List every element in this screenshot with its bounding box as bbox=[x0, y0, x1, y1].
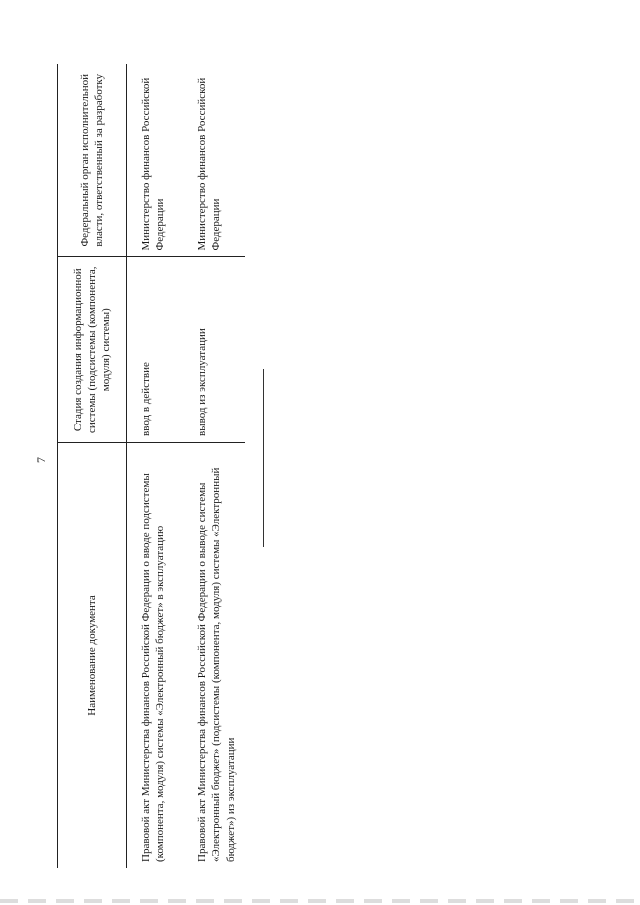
cell-stage: ввод в действие bbox=[127, 257, 186, 442]
header-stage: Стадия создания информационной системы (подсистемы (компонента, модуля) системы) bbox=[58, 257, 127, 442]
closing-line bbox=[263, 369, 264, 547]
cell-responsible-organ: Министерство финансов Российской Федерации bbox=[127, 64, 186, 257]
scan-edge-artifact bbox=[0, 899, 640, 903]
cell-document-name: Правовой акт Министерства финансов Российской Федерации о выводе системы «Электронный бюджет» (подсистемы (компонента, модуля) системы «Электронный бюджет») из эксплуатации bbox=[196, 467, 237, 862]
header-responsible-organ: Федеральный орган исполнительной власти, ответственный за разработку bbox=[58, 64, 127, 257]
cell-responsible-organ: Министерство финансов Российской Федерации bbox=[185, 64, 245, 257]
cell-stage: вывод из эксплуатации bbox=[185, 257, 245, 442]
cell-document-name: Правовой акт Министерства финансов Российской Федерации о вводе подсистемы (компонента, модуля) системы «Электронный бюджет» в эксплуатацию bbox=[140, 473, 167, 862]
rotated-table-container bbox=[57, 64, 235, 868]
table-row bbox=[185, 64, 245, 868]
page-number: 7 bbox=[34, 457, 48, 463]
table-row bbox=[127, 64, 186, 868]
table-header-row bbox=[58, 64, 127, 868]
header-document-name: Наименование документа bbox=[58, 442, 127, 868]
documents-table bbox=[57, 64, 245, 868]
